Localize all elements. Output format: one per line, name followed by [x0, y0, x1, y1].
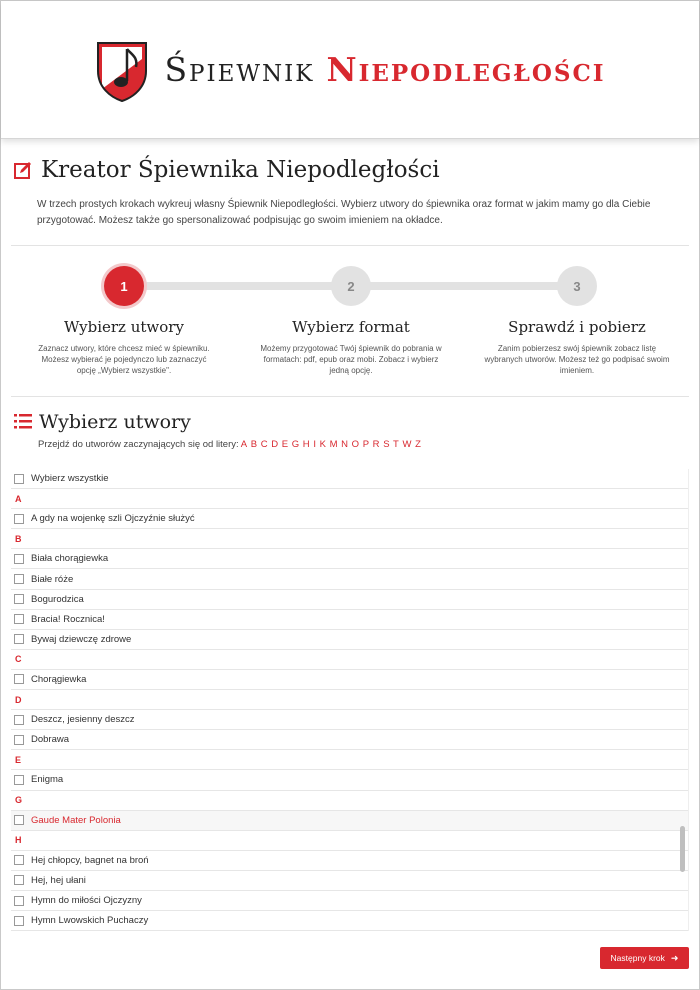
checkbox[interactable]: [14, 514, 24, 524]
section-title-row: [11, 411, 689, 433]
letter-link-m[interactable]: M: [329, 439, 338, 450]
song-row[interactable]: [11, 509, 688, 529]
letter-link-z[interactable]: Z: [415, 439, 421, 450]
song-label: Hymn do miłości Ojczyzny: [31, 895, 142, 907]
song-label: A gdy na wojenkę szli Ojczyźnie służyć: [31, 513, 195, 525]
checkbox[interactable]: [14, 594, 24, 604]
song-row[interactable]: [11, 710, 688, 730]
song-row[interactable]: [11, 811, 688, 831]
song-row[interactable]: [11, 670, 688, 690]
song-row[interactable]: [11, 911, 688, 931]
page-title-row: [11, 155, 689, 185]
letter-jump-label: Przejdź do utworów zaczynających się od litery:: [38, 439, 239, 450]
checkbox[interactable]: [14, 574, 24, 584]
song-label: Deszcz, jesienny deszcz: [31, 714, 135, 726]
logo-word-spiewnik: Śpiewnik: [164, 50, 315, 89]
site-header: [1, 1, 699, 139]
site-logo[interactable]: [94, 37, 605, 103]
intro-text: W trzech prostych krokach wykreuj własny Śpiewnik Niepodległości. Wybierz utwory do śpiewnika oraz format w jakim mamy go dla Ciebie przygotować. Możesz także go spersonalizować podpisując go swoim imieniem na okładce.: [37, 199, 651, 226]
letter-link-h[interactable]: H: [302, 439, 310, 450]
song-label: Bywaj dziewczę zdrowe: [31, 633, 132, 645]
song-row[interactable]: [11, 590, 688, 610]
step-3-description: Zanim pobierzesz swój śpiewnik zobacz listę wybranych utworów. Możesz też go podpisać swoim imieniem.: [484, 344, 670, 375]
checkbox[interactable]: [14, 815, 24, 825]
section-title: Wybierz utwory: [39, 411, 191, 433]
checkbox[interactable]: [14, 855, 24, 865]
main-content: [1, 155, 699, 931]
step-2-title: Wybierz format: [292, 318, 410, 336]
letter-link-p[interactable]: P: [362, 439, 370, 450]
step-1-title: Wybierz utwory: [64, 318, 184, 336]
step-3-number: 3: [557, 266, 597, 306]
song-row[interactable]: [11, 610, 688, 630]
step-1-description: Zaznacz utwory, które chcesz mieć w śpiewniku. Możesz wybierać je pojedynczo lub zaznaczyć opcję „Wybierz wszystkie".: [38, 344, 210, 375]
song-row[interactable]: [11, 770, 688, 790]
letter-header: E: [11, 750, 688, 770]
checkbox[interactable]: [14, 875, 24, 885]
checkbox[interactable]: [14, 715, 24, 725]
checkbox[interactable]: [14, 775, 24, 785]
checkbox[interactable]: [14, 614, 24, 624]
page-title: Kreator Śpiewnika Niepodległości: [41, 157, 440, 183]
letter-header: H: [11, 831, 688, 851]
song-label: Enigma: [31, 774, 64, 786]
song-label: Biała chorągiewka: [31, 553, 109, 565]
wizard-steps: [11, 246, 689, 394]
letter-link-c[interactable]: C: [260, 439, 268, 450]
step-3[interactable]: [472, 266, 682, 376]
letter-link-w[interactable]: W: [402, 439, 412, 450]
step-2[interactable]: [246, 266, 456, 376]
edit-icon: [13, 160, 33, 180]
letter-header: G: [11, 791, 688, 811]
song-label: Dobrawa: [31, 734, 70, 746]
letter-header: A: [11, 489, 688, 509]
shield-note-icon: [94, 37, 150, 103]
checkbox[interactable]: [14, 554, 24, 564]
song-row[interactable]: [11, 549, 688, 569]
letter-header: D: [11, 690, 688, 710]
song-label: Hymn Lwowskich Puchaczy: [31, 915, 149, 927]
checkbox[interactable]: [14, 634, 24, 644]
step-1[interactable]: [19, 266, 229, 376]
song-label: Bogurodzica: [31, 593, 84, 605]
song-list[interactable]: [11, 469, 689, 931]
song-row[interactable]: [11, 891, 688, 911]
step-2-number: 2: [331, 266, 371, 306]
letter-link-t[interactable]: T: [393, 439, 399, 450]
letter-link-r[interactable]: R: [372, 439, 380, 450]
next-step-label: Następny krok: [610, 953, 665, 963]
arrow-right-icon: ➜: [670, 952, 679, 963]
song-row[interactable]: [11, 630, 688, 650]
checkbox[interactable]: [14, 916, 24, 926]
step-2-description: Możemy przygotować Twój śpiewnik do pobrania w formatach: pdf, epub oraz mobi. Zobacz i wybierz jedną opcję.: [260, 344, 442, 375]
letter-link-s[interactable]: S: [383, 439, 390, 450]
song-row[interactable]: [11, 871, 688, 891]
song-label: Gaude Mater Polonia: [31, 814, 121, 826]
song-row[interactable]: [11, 730, 688, 750]
letter-link-o[interactable]: O: [351, 439, 360, 450]
song-label: Bracia! Rocznica!: [31, 613, 105, 625]
checkbox[interactable]: [14, 474, 24, 484]
numbered-list-icon: [13, 412, 33, 432]
checkbox[interactable]: [14, 735, 24, 745]
step-1-number: 1: [104, 266, 144, 306]
letter-link-k[interactable]: K: [319, 439, 326, 450]
song-label: Chorągiewka: [31, 673, 87, 685]
song-label: Białe róże: [31, 573, 74, 585]
song-label: Wybierz wszystkie: [31, 473, 109, 485]
checkbox[interactable]: [14, 896, 24, 906]
letter-jump-nav: [38, 439, 689, 455]
logo-word-niepodleglosci: Niepodległości: [326, 50, 606, 89]
letter-link-g[interactable]: G: [291, 439, 300, 450]
song-row[interactable]: [11, 569, 688, 589]
select-all-row[interactable]: [11, 469, 688, 489]
song-label: Hej, hej ułani: [31, 874, 86, 886]
divider: [11, 396, 689, 397]
song-label: Hej chłopcy, bagnet na broń: [31, 854, 149, 866]
letter-link-b[interactable]: B: [250, 439, 258, 450]
letter-header: C: [11, 650, 688, 670]
letter-header: B: [11, 529, 688, 549]
step-3-title: Sprawdź i pobierz: [508, 318, 646, 336]
letter-link-a[interactable]: A: [240, 439, 248, 450]
letter-link-d[interactable]: D: [271, 439, 279, 450]
letter-link-n[interactable]: N: [341, 439, 349, 450]
letter-link-i[interactable]: I: [313, 439, 316, 450]
next-step-button[interactable]: [600, 947, 689, 969]
checkbox[interactable]: [14, 674, 24, 684]
list-scrollbar[interactable]: [680, 826, 685, 872]
letter-link-e[interactable]: E: [281, 439, 289, 450]
song-row[interactable]: [11, 851, 688, 871]
